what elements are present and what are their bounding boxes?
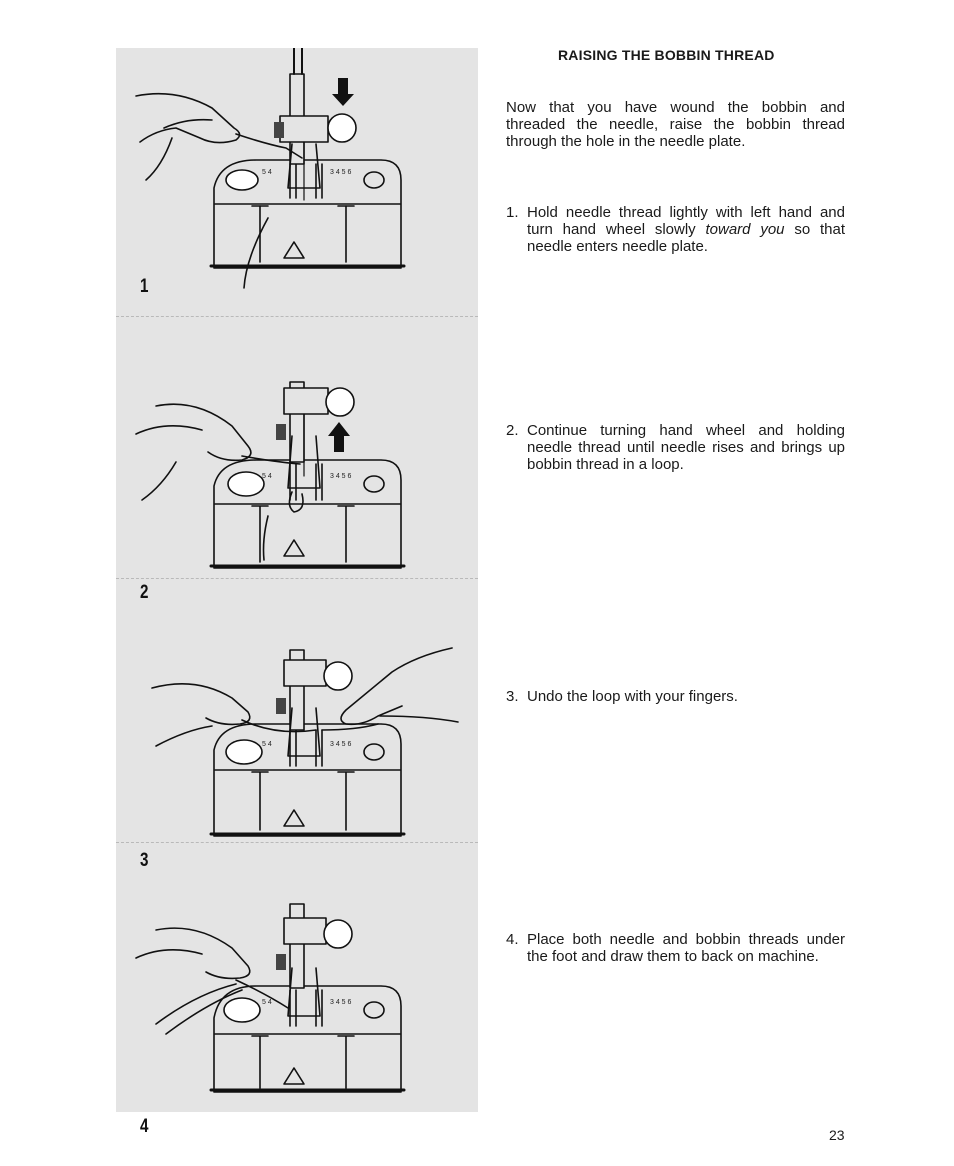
step-text-part: Hold needle thread lightly with left hand and turn hand wheel slowly <box>527 204 845 238</box>
plate-marking-left: 5 4 <box>262 999 272 1006</box>
figure-1 <box>116 48 478 314</box>
step-emphasis: toward you <box>705 221 785 238</box>
plate-marking-left: 5 4 <box>262 169 272 176</box>
figure-4 <box>116 844 478 1137</box>
figure-label: 1 <box>140 276 149 297</box>
step-number: 3. <box>506 688 519 705</box>
step-text: Continue turning hand wheel and holding needle thread until needle rises and brings up bobbin thread in a loop. <box>527 422 845 473</box>
plate-marking-left: 5 4 <box>262 473 272 480</box>
page-number: 23 <box>829 1127 845 1143</box>
divider <box>116 578 478 579</box>
step-3 <box>506 688 845 705</box>
figure-4-drawing <box>116 844 478 1110</box>
step-2 <box>506 422 845 473</box>
plate-marking-right: 3 4 5 6 <box>330 999 352 1006</box>
figure-label: 3 <box>140 850 149 871</box>
plate-marking-right: 3 4 5 6 <box>330 741 352 748</box>
step-text <box>527 204 845 255</box>
step-1 <box>506 204 845 255</box>
intro-paragraph: Now that you have wound the bobbin and threaded the needle, raise the bobbin thread through the hole in the needle plate. <box>506 99 845 150</box>
figure-2-drawing <box>116 316 478 582</box>
figure-label: 2 <box>140 582 149 603</box>
divider <box>116 842 478 843</box>
step-number: 4. <box>506 931 519 948</box>
step-text: Undo the loop with your fingers. <box>527 688 738 705</box>
figure-2 <box>116 316 478 603</box>
plate-marking-right: 3 4 5 6 <box>330 169 352 176</box>
figure-1-drawing <box>116 48 478 314</box>
illustration-column <box>116 48 478 1137</box>
step-number: 2. <box>506 422 519 439</box>
plate-marking-left: 5 4 <box>262 741 272 748</box>
step-text: Place both needle and bobbin threads under the foot and draw them to back on machine. <box>527 931 845 965</box>
step-text-part: so that needle enters needle plate. <box>527 221 846 255</box>
figure-3-drawing <box>116 580 478 846</box>
step-4 <box>506 931 845 965</box>
figure-label: 4 <box>140 1116 149 1137</box>
section-heading: RAISING THE BOBBIN THREAD <box>558 47 775 63</box>
plate-marking-right: 3 4 5 6 <box>330 473 352 480</box>
step-number: 1. <box>506 204 519 221</box>
figure-3 <box>116 580 478 871</box>
